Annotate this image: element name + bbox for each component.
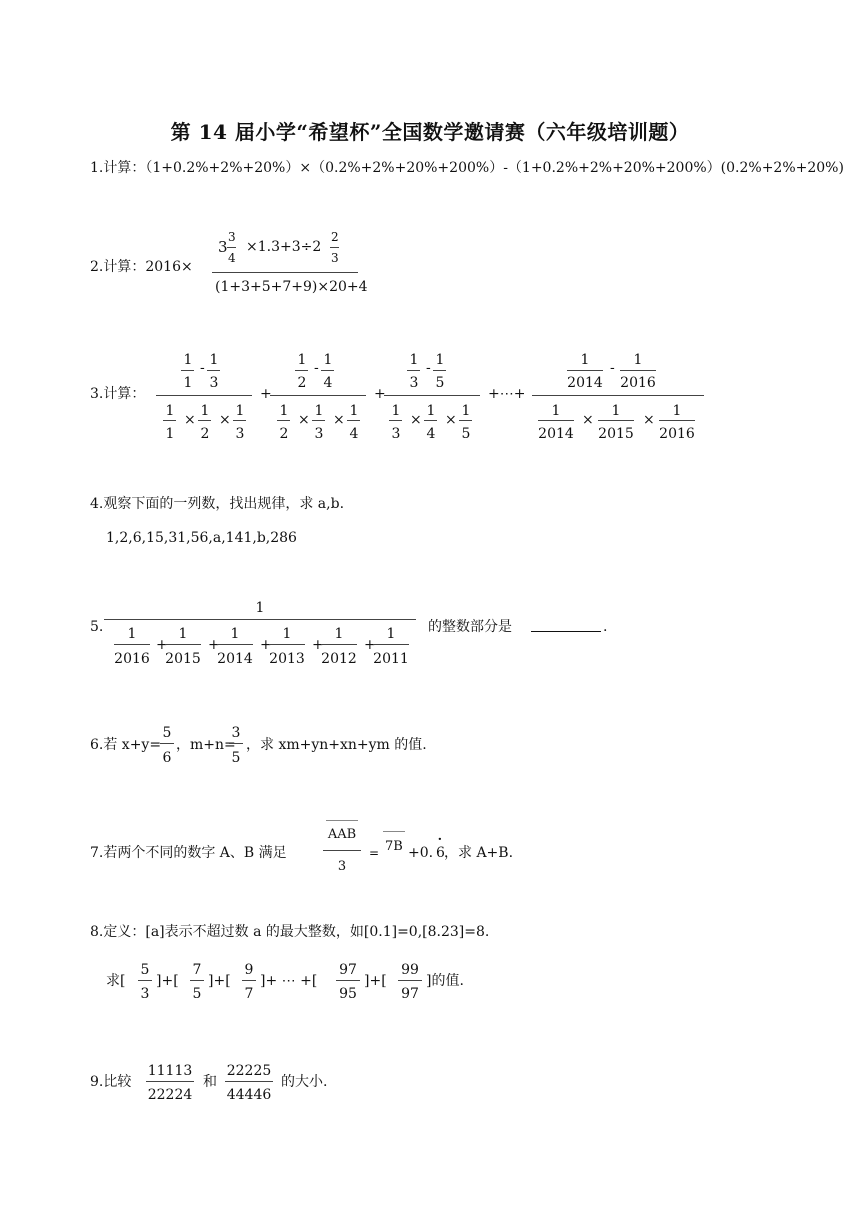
question-3-label: 3.计算： [90, 386, 146, 402]
q3-t3-f: 3 [391, 426, 401, 442]
q3-t4-h: 2015 [598, 426, 634, 442]
q7-frac-bar [323, 850, 361, 851]
q3-t2-bar-ef [277, 420, 290, 421]
q3-t1-minus: - [200, 360, 205, 376]
q5-den-6: 2011 [373, 651, 409, 667]
q3-t4-main-bar [532, 395, 704, 396]
q8-post: ]的值. [426, 973, 464, 989]
q2-frac-a-den: 4 [228, 251, 236, 265]
q6-f2-den: 5 [231, 750, 241, 766]
q2-frac-a-bar [227, 247, 236, 248]
q3-t4-times1: × [582, 412, 594, 428]
q3-t1-times1: × [184, 412, 196, 428]
q8-f3-num: 9 [244, 962, 254, 978]
q5-one-3: 1 [230, 626, 240, 642]
q6-f2-bar [229, 743, 243, 744]
q7-rhs: 7B [385, 839, 403, 854]
q3-t4-bar-ef [538, 420, 574, 421]
question-4-sequence: 1,2,6,15,31,56,a,141,b,286 [106, 530, 297, 546]
q3-t3-main-bar [384, 395, 480, 396]
q6-f2-num: 3 [231, 725, 241, 741]
q3-t1-c: 1 [209, 352, 219, 368]
q3-t2-h: 3 [314, 426, 324, 442]
q3-t3-h: 4 [426, 426, 436, 442]
q3-plus-2: + [374, 386, 386, 402]
q9-post: 的大小. [281, 1074, 328, 1090]
q6-mid: ，m+n= [176, 737, 236, 753]
q7-frac-num: AAB [327, 827, 357, 842]
q3-t3-bar-ij [459, 420, 472, 421]
q2-main-bar [212, 272, 358, 273]
question-1: 1.计算：（1+0.2%+2%+20%）×（0.2%+2%+20%+200%）-（1+0.2%+2%+20%+200%）(0.2%+2%+20%) [90, 160, 844, 176]
q3-t4-bar-gh [598, 420, 634, 421]
q3-t2-g: 1 [314, 403, 324, 419]
q5-den-2: 2015 [165, 651, 201, 667]
q9-f2-num: 22225 [226, 1063, 272, 1079]
q3-t2-minus: - [314, 360, 319, 376]
q3-t3-j: 5 [461, 426, 471, 442]
q5-den-5: 2012 [321, 651, 357, 667]
q3-t1-main-bar [156, 395, 252, 396]
q3-t1-j: 3 [235, 426, 245, 442]
q3-t4-minus: - [610, 360, 615, 376]
q7-post: ，求 A+B. [444, 845, 514, 861]
q3-t3-d: 5 [435, 375, 445, 391]
q3-t3-e: 1 [391, 403, 401, 419]
q9-mid: 和 [203, 1074, 217, 1090]
q3-t2-c: 1 [323, 352, 333, 368]
q3-t1-bar-gh [198, 420, 211, 421]
q3-t3-times2: × [445, 412, 457, 428]
q3-t1-i: 1 [235, 403, 245, 419]
q3-t4-c: 1 [633, 352, 643, 368]
q3-t4-bar-cd [620, 370, 656, 371]
q8-f5-num: 99 [401, 962, 419, 978]
q3-t4-bar-ij [659, 420, 695, 421]
q5-period: . [603, 619, 608, 635]
q8-f4-den: 95 [339, 986, 357, 1002]
q5-plus-4: + [312, 637, 324, 653]
q3-t3-bar-gh [424, 420, 437, 421]
q3-t4-a: 1 [580, 352, 590, 368]
q3-t3-b: 3 [409, 375, 419, 391]
q8-f2-num: 7 [192, 962, 202, 978]
q8-f4-num: 97 [339, 962, 357, 978]
q3-t3-times1: × [410, 412, 422, 428]
q6-post: ，求 xm+yn+xn+ym 的值. [246, 737, 427, 753]
q5-plus-1: + [156, 637, 168, 653]
q7-eq: = [369, 846, 380, 860]
q8-f2-den: 5 [192, 986, 202, 1002]
question-4: 4.观察下面的一列数，找出规律，求 a,b. [90, 496, 345, 512]
q3-t2-a: 1 [297, 352, 307, 368]
q5-main-bar [104, 619, 416, 620]
q3-t3-bar-ab [407, 370, 420, 371]
q5-one-1: 1 [127, 626, 137, 642]
q8-dots: ]+ ⋯ +[ [260, 973, 318, 989]
q3-t1-d: 3 [209, 375, 219, 391]
q5-numerator: 1 [255, 600, 265, 616]
q3-t2-bar-ab [295, 370, 308, 371]
q3-t3-g: 1 [426, 403, 436, 419]
q8-pre: 求[ [106, 973, 126, 989]
q2-frac-a-num: 3 [228, 230, 236, 244]
q7-plus: +0. [408, 845, 434, 861]
q3-t1-times2: × [219, 412, 231, 428]
q5-bar-3 [217, 644, 253, 645]
q3-t2-bar-ij [347, 420, 360, 421]
q3-t4-e: 1 [551, 403, 561, 419]
q3-t1-h: 2 [200, 426, 210, 442]
q5-plus-2: + [208, 637, 220, 653]
q3-t1-g: 1 [200, 403, 210, 419]
q3-t1-e: 1 [165, 403, 175, 419]
q5-den-1: 2016 [114, 651, 150, 667]
q3-t2-bar-gh [312, 420, 325, 421]
q3-t2-j: 4 [349, 426, 359, 442]
q3-t2-f: 2 [279, 426, 289, 442]
q3-t4-b: 2014 [567, 375, 603, 391]
q8-sep-3: ]+[ [364, 973, 387, 989]
q2-num-mid: ×1.3+3÷2 [246, 239, 322, 255]
question-2-label: 2.计算：2016× [90, 259, 193, 275]
q5-one-2: 1 [178, 626, 188, 642]
q5-den-4: 2013 [269, 651, 305, 667]
q3-t1-bar-ij [233, 420, 246, 421]
q3-plus-1: + [260, 386, 272, 402]
q8-f2-bar [190, 980, 204, 981]
q5-one-4: 1 [282, 626, 292, 642]
q8-f3-bar [242, 980, 256, 981]
q3-t4-d: 2016 [620, 375, 656, 391]
q3-t4-j: 2016 [659, 426, 695, 442]
q3-t1-f: 1 [165, 426, 175, 442]
q3-t3-c: 1 [435, 352, 445, 368]
q5-bar-2 [165, 644, 201, 645]
q3-t3-a: 1 [409, 352, 419, 368]
q3-t1-bar-ab [181, 370, 194, 371]
q3-t2-d: 4 [323, 375, 333, 391]
q8-f1-den: 3 [140, 986, 150, 1002]
q8-line1: 8.定义：[a]表示不超过数 a 的最大整数，如[0.1]=0,[8.23]=8. [90, 924, 490, 940]
q3-dots: +⋯+ [488, 386, 526, 402]
q9-f2-den: 44446 [226, 1087, 272, 1103]
q2-denominator: (1+3+5+7+9)×20+4 [215, 279, 368, 295]
q8-f5-bar [398, 980, 422, 981]
q3-t3-i: 1 [461, 403, 471, 419]
q5-bar-4 [269, 644, 305, 645]
q9-f2-bar [225, 1081, 273, 1082]
q7-overline-aab [326, 820, 358, 821]
q5-bar-6 [373, 644, 409, 645]
q3-t2-main-bar [270, 395, 366, 396]
page-title: 第 14 届小学“希望杯”全国数学邀请赛（六年级培训题） [170, 120, 690, 144]
q5-plus-5: + [364, 637, 376, 653]
q3-t1-bar-cd [207, 370, 220, 371]
q7-pre: 7.若两个不同的数字 A、B 满足 [90, 845, 287, 861]
q3-t4-bar-ab [567, 370, 603, 371]
question-5-label: 5. [90, 619, 104, 635]
q2-frac-b-den: 3 [331, 251, 339, 265]
q8-f1-num: 5 [140, 962, 150, 978]
q8-sep-1: ]+[ [156, 973, 179, 989]
q7-repeat-dot: · [437, 829, 443, 850]
q3-t2-times1: × [298, 412, 310, 428]
q3-t3-minus: - [426, 360, 431, 376]
q5-one-5: 1 [334, 626, 344, 642]
q2-frac-b-num: 2 [331, 230, 339, 244]
q3-t1-b: 1 [183, 375, 193, 391]
q7-overline-7b [383, 831, 405, 832]
q8-f3-den: 7 [244, 986, 254, 1002]
q2-whole: 3 [218, 238, 228, 256]
q3-t4-i: 1 [672, 403, 682, 419]
q9-f1-num: 11113 [147, 1063, 193, 1079]
q5-bar-5 [321, 644, 357, 645]
q3-t1-bar-ef [163, 420, 176, 421]
q5-den-3: 2014 [217, 651, 253, 667]
q8-f4-bar [336, 980, 360, 981]
q3-t2-b: 2 [297, 375, 307, 391]
q5-suffix: 的整数部分是 [428, 619, 512, 635]
q8-sep-2: ]+[ [208, 973, 231, 989]
q5-answer-blank [531, 631, 601, 632]
q3-t2-times2: × [333, 412, 345, 428]
q2-frac-b-bar [330, 247, 339, 248]
q5-bar-1 [114, 644, 150, 645]
q9-f1-den: 22224 [147, 1087, 193, 1103]
q6-pre: 6.若 x+y= [90, 737, 162, 753]
q3-t2-e: 1 [279, 403, 289, 419]
q6-f1-num: 5 [162, 725, 172, 741]
q7-repeat-digit: 6 [436, 845, 445, 861]
q3-t3-bar-ef [389, 420, 402, 421]
q6-f1-den: 6 [162, 750, 172, 766]
q3-t3-bar-cd [433, 370, 446, 371]
q3-t4-times2: × [643, 412, 655, 428]
q8-f5-den: 97 [401, 986, 419, 1002]
q8-f1-bar [138, 980, 152, 981]
q9-pre: 9.比较 [90, 1074, 132, 1090]
q3-t4-g: 1 [611, 403, 621, 419]
q3-t2-i: 1 [349, 403, 359, 419]
q3-t1-a: 1 [183, 352, 193, 368]
q5-one-6: 1 [386, 626, 396, 642]
q3-t2-bar-cd [321, 370, 334, 371]
q6-f1-bar [160, 743, 174, 744]
q5-plus-3: + [260, 637, 272, 653]
q7-frac-den: 3 [337, 859, 347, 874]
q9-f1-bar [146, 1081, 194, 1082]
q3-t4-f: 2014 [538, 426, 574, 442]
